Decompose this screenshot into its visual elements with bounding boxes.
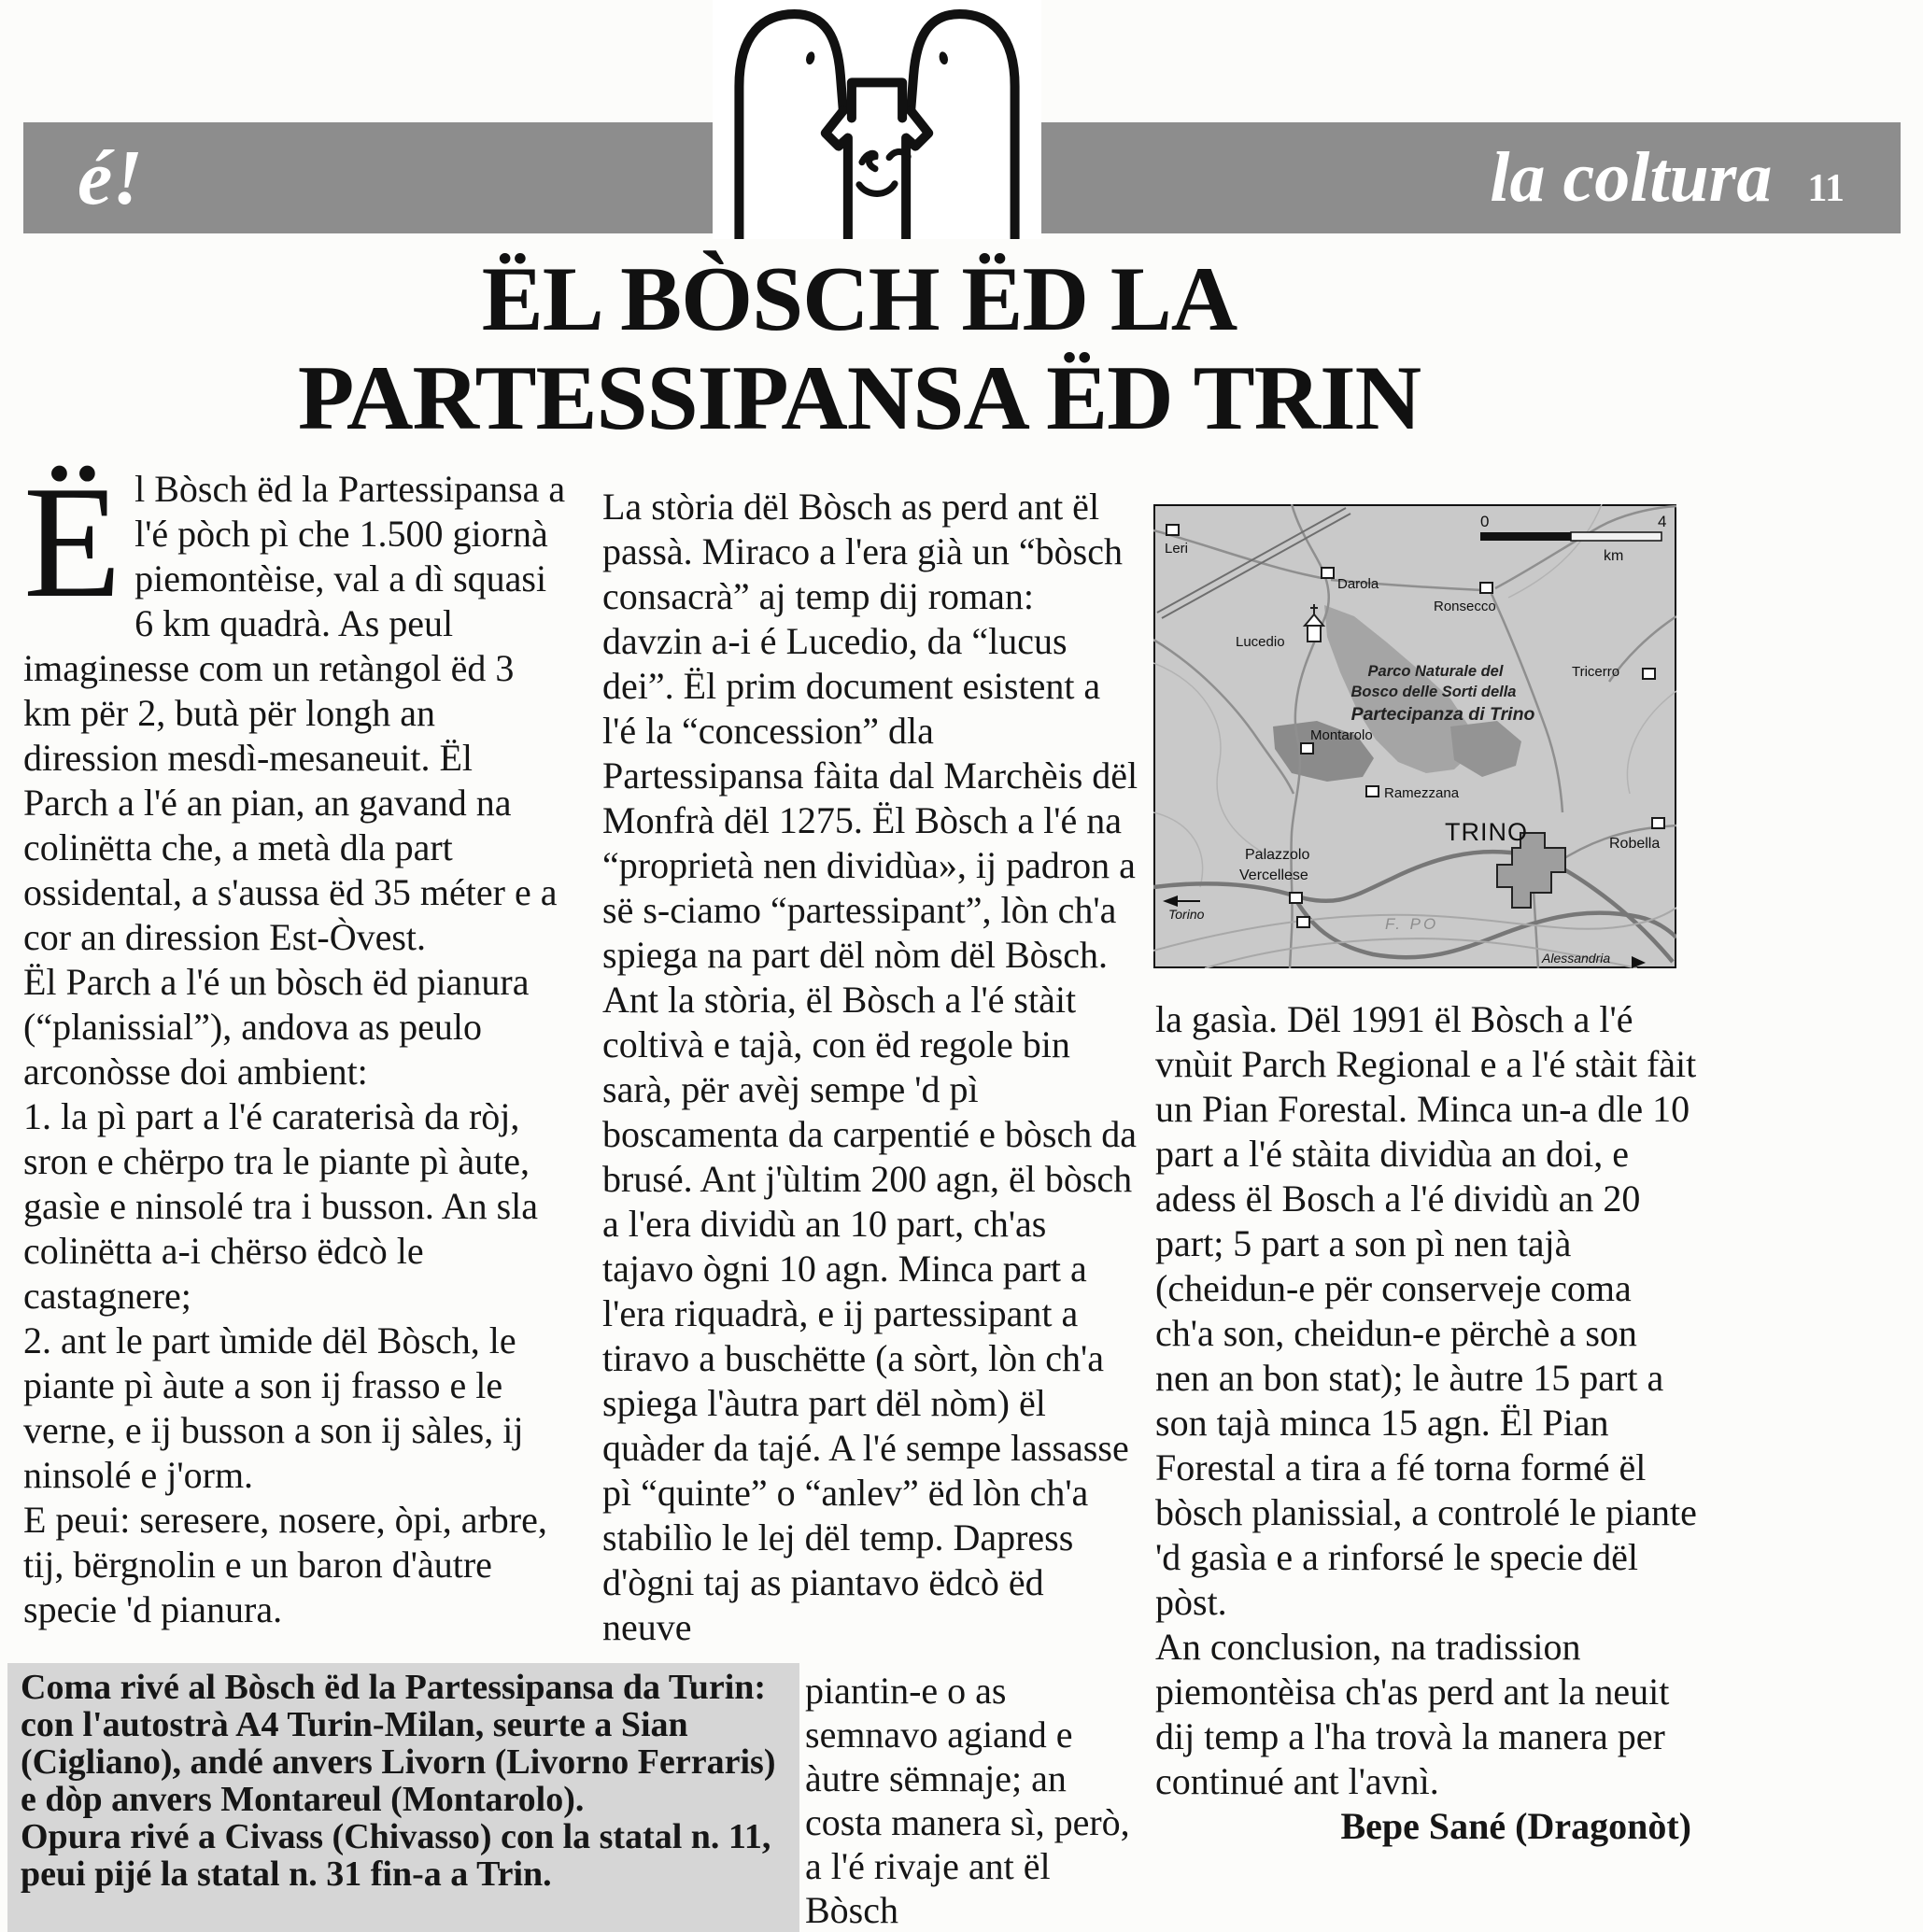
article-title-line1: ËL BÒSCH ËD LA — [481, 248, 1237, 350]
paragraph: La stòria dël Bòsch as perd ant ël passà. Miraco a l'era già un “bòsch consacrà” aj temp dij roman: davzin a-i é Lucedio, da “lucus dei”. Ël prim document esistent a l'é la “concession” dla Partessipansa fàita dal Marchèis dël Monfrà dël 1275. Ël Bòsch a l'é na “proprietà nen dividùa», ij padron a së s-ciamo “partessipant”, lòn ch'a spiega na part dël nòm dël Bòsch. Ant la stòria, ël Bòsch a l'é stàit coltivà e tajà, con ëd regole bin sarà, për avèj sempe 'd pì boscamenta da carpentié e bòsch da brusé. Ant j'ùltim 200 agn, ël bòsch a l'era dividù an 10 part, ch'as tajavo ògni 10 agn. Minca part a l'era riquadrà, e ij partessipant a tiravo a buschëtte (a sòrt, lòn ch'a spiega l'àutra part dël nòm) ël quàder da tajé. A l'é sempe lassasse pì “quinte” o “anlev” ëd lòn ch'a stabilìo le lej dël temp. Dapress d'ògni taj as piantavo ëdcò ëd neuve — [602, 486, 1138, 1648]
label-palazzolo-1: Palazzolo — [1245, 847, 1310, 863]
label-alessandria: Alessandria — [1542, 951, 1611, 966]
label-leri: Leri — [1165, 541, 1189, 557]
article-title — [23, 250, 1695, 448]
section-label: la coltura — [1490, 138, 1773, 217]
label-ronsecco: Ronsecco — [1434, 599, 1496, 614]
paragraph: An conclusion, na tradission piemontèisa ch'as perd ant la neuit dij temp a l'ha trovà la manera per continué ant l'avnì. — [1155, 1626, 1670, 1802]
svg-text:Bosco delle Sorti della: Bosco delle Sorti della — [1350, 684, 1517, 700]
svg-text:Parco Naturale del: Parco Naturale del — [1367, 663, 1504, 680]
infobox-line: con l'autostrà A4 Turin-Milan, seurte a Sian (Cigliano), andé anvers Livorn (Livorno Ferraris) e dòp anvers Montareul (Montarolo). — [21, 1705, 776, 1819]
two-faces-logo-icon — [713, 0, 1041, 239]
paragraph-text: l Bòsch ëd la Partessipansa a l'é pòch pì che 1.500 giornà piemontèise, val a dì squasi 6 km quadrà. As peul imaginesse com un retàngol ëd 3 km për 2, butà për longh an diression mesdì-mesaneuit. Ël Parch a l'é an pian, an gavand na colinëtta che, a metà dla part ossidental, a s'aussa ëd 35 méter e a cor an diression Est-Òvest. — [23, 468, 566, 958]
svg-text:4: 4 — [1658, 513, 1667, 530]
location-map — [1153, 504, 1676, 968]
article-column-2 — [602, 485, 1138, 1650]
masthead-logo-text: é! — [78, 134, 143, 221]
page-number: 11 — [1807, 167, 1845, 210]
paragraph: 2. ant le part ùmide dël Bòsch, le piante pì àute a son ij frasso e le verne, e ij busson a son ij sàles, ij ninsolé e j'orm. — [23, 1319, 524, 1496]
svg-text:km: km — [1604, 548, 1624, 564]
article-column-2-continuation — [805, 1669, 1134, 1932]
label-palazzolo-2: Vercellese — [1239, 867, 1308, 883]
drop-cap: Ë — [23, 454, 122, 631]
paragraph: Ël Parch a l'é un bòsch ëd pianura (“planissial”), andova as peulo arconòsse doi ambient: — [23, 961, 530, 1093]
label-darola: Darola — [1337, 576, 1379, 592]
trino-area-map-graphic — [1153, 504, 1676, 968]
svg-text:0: 0 — [1480, 513, 1490, 530]
article-column-1 — [23, 454, 567, 1632]
article-title-line2: PARTESSIPANSA ËD TRIN — [297, 346, 1421, 449]
label-tricerro: Tricerro — [1572, 664, 1620, 680]
directions-infobox — [7, 1663, 799, 1932]
label-river-po: F. PO — [1385, 915, 1439, 933]
paragraph: piantin-e o as semnavo agiand e àutre sëmnaje; an costa manera sì, però, a l'é rivaje ant ël Bòsch — [805, 1670, 1130, 1931]
paragraph: E peui: seresere, nosere, òpi, arbre, tij, bërgnolin e un baron d'àutre specie 'd pianura. — [23, 1499, 547, 1630]
svg-text:Partecipanza di Trino: Partecipanza di Trino — [1350, 704, 1535, 725]
label-robella: Robella — [1609, 836, 1661, 852]
article-column-3 — [1155, 997, 1697, 1849]
author-byline: Bepe Sané (Dragonòt) — [1340, 1805, 1691, 1847]
header-banner-right — [1039, 122, 1901, 233]
label-torino: Torino — [1168, 907, 1205, 922]
paragraph — [23, 454, 567, 960]
paragraph: 1. la pì part a l'é caraterisà da ròj, sron e chërpo tra le piante pì àute, gasìe e ninsolé tra i busson. An sla colinëtta a-i chërso ëdcò le castagnere; — [23, 1095, 539, 1317]
label-trino: TRINO — [1445, 818, 1528, 846]
header-banner-left — [23, 122, 714, 233]
infobox-line: Opura rivé a Civass (Chivasso) con la statal n. 11, peui pijé la statal n. 31 fin-a a Trin. — [21, 1817, 771, 1894]
infobox-line: Coma rivé al Bòsch ëd la Partessipansa da Turin: — [21, 1668, 767, 1707]
masthead-logo-box — [713, 0, 1041, 239]
label-lucedio: Lucedio — [1236, 634, 1285, 650]
label-montarolo: Montarolo — [1310, 727, 1373, 743]
label-ramezzana: Ramezzana — [1384, 785, 1460, 801]
paragraph: la gasìa. Dël 1991 ël Bòsch a l'é vnùit Parch Regional e a l'é stàit fàit un Pian Forestal. Minca un-a dle 10 part a l'é stàita dividùa an doi, e adess ël Bosch a l'é dividù an 20 part; 5 part a son pì nen tajà (cheidun-e për conserveje coma ch'a son, cheidun-e përchè a son nen an bon stat); le àutre 15 part a son tajà minca 15 agn. Ël Pian Forestal a tira a fé torna formé ël bòsch planissial, a controlé le piante 'd gasìa e a rinforsé le specie dël pòst. — [1155, 998, 1697, 1623]
